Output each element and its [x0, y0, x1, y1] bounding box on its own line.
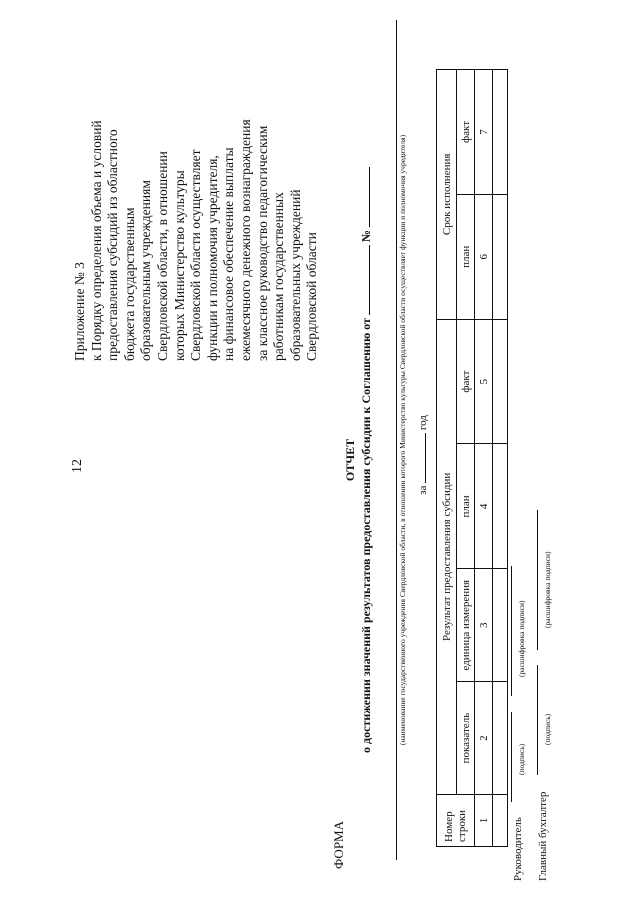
appendix-line: ежемесячного денежного вознаграждения	[237, 119, 253, 361]
appendix-line: образовательным учреждениям	[138, 180, 154, 361]
accountant-label: Главный бухгалтер	[537, 791, 549, 881]
head-decryption-caption: (расшифровка подписи)	[517, 600, 526, 677]
report-period	[414, 305, 429, 605]
table-cell[interactable]	[493, 194, 508, 319]
column-number: 7	[475, 70, 493, 195]
accountant-signature-caption: (подпись)	[543, 713, 552, 745]
page-number: 12	[70, 459, 85, 473]
column-number: 2	[475, 682, 493, 795]
appendix-line: функции и полномочия учредителя,	[204, 155, 220, 361]
subheader-deadline-fact: факт	[457, 70, 475, 195]
column-number: 5	[475, 319, 493, 444]
table-header-row	[437, 70, 457, 847]
row-number-header: Номер строки	[437, 795, 475, 847]
period-suffix: год	[417, 415, 429, 431]
subheader-deadline-plan: план	[457, 194, 475, 319]
subheader-indicator: показатель	[457, 682, 475, 795]
head-decryption-line[interactable]	[511, 566, 512, 696]
institution-name-line[interactable]	[396, 20, 397, 860]
table-cell[interactable]	[493, 569, 508, 682]
report-subtitle	[358, 75, 374, 845]
table-cell[interactable]	[493, 319, 508, 444]
accountant-decryption-caption: (расшифровка подписи)	[543, 551, 552, 628]
empty-data-row	[493, 70, 508, 847]
appendix-line: Приложение № 3	[72, 262, 87, 361]
column-number: 4	[475, 444, 493, 569]
appendix-line: образовательных учреждений	[287, 189, 303, 361]
subtitle-text: о достижении значений результатов предоставления субсидии к Соглашению от	[359, 318, 373, 753]
head-label: Руководитель	[512, 817, 524, 881]
table-cell[interactable]	[493, 795, 508, 847]
appendix-block	[72, 21, 321, 361]
column-number: 3	[475, 569, 493, 682]
appendix-line: к Порядку определения объема и условий	[88, 120, 104, 361]
period-prefix: за	[417, 485, 429, 495]
results-table	[436, 69, 508, 847]
appendix-line: которых Министерство культуры	[171, 170, 187, 361]
subheader-result-plan: план	[457, 444, 475, 569]
appendix-line: Свердловской области, в отношении	[154, 151, 170, 361]
appendix-line: на финансовое обеспечение выплаты	[221, 147, 237, 361]
form-label: ФОРМА	[331, 821, 346, 869]
appendix-line: работникам государственных	[271, 192, 287, 361]
institution-note: (наименование государственного учреждения Свердловской области, в отношении которого Министерство культуры Свердловской области осуществляет функции и полномочия учредителя)	[398, 134, 407, 746]
appendix-line: за классное руководство педагогическим	[254, 125, 270, 361]
table-cell[interactable]	[493, 70, 508, 195]
subheader-result-fact: факт	[457, 319, 475, 444]
appendix-line: Свердловской области осуществляет	[188, 149, 204, 361]
accountant-decryption-line[interactable]	[537, 510, 538, 650]
column-numbers-row	[475, 70, 493, 847]
year-blank[interactable]	[414, 433, 426, 483]
table-cell[interactable]	[493, 444, 508, 569]
deadline-header: Срок исполнения	[437, 70, 457, 320]
head-signature-caption: (подпись)	[517, 743, 526, 775]
appendix-line: бюджета государственным	[121, 207, 137, 361]
accountant-signature-line[interactable]	[537, 665, 538, 775]
result-header: Результат предоставления субсидии	[437, 319, 457, 794]
agreement-number-blank[interactable]	[358, 167, 370, 227]
agreement-date-blank[interactable]	[358, 245, 370, 315]
appendix-line: Свердловской области	[304, 232, 320, 361]
column-number: 6	[475, 194, 493, 319]
appendix-line: предоставления субсидий из областного	[105, 129, 121, 361]
report-title: ОТЧЕТ	[343, 438, 357, 482]
table-subheader-row	[457, 70, 475, 847]
subheader-unit: единица измерения	[457, 569, 475, 682]
head-signature-line[interactable]	[511, 712, 512, 802]
number-sign: №	[359, 230, 373, 243]
column-number: 1	[475, 795, 493, 847]
table-cell[interactable]	[493, 682, 508, 795]
